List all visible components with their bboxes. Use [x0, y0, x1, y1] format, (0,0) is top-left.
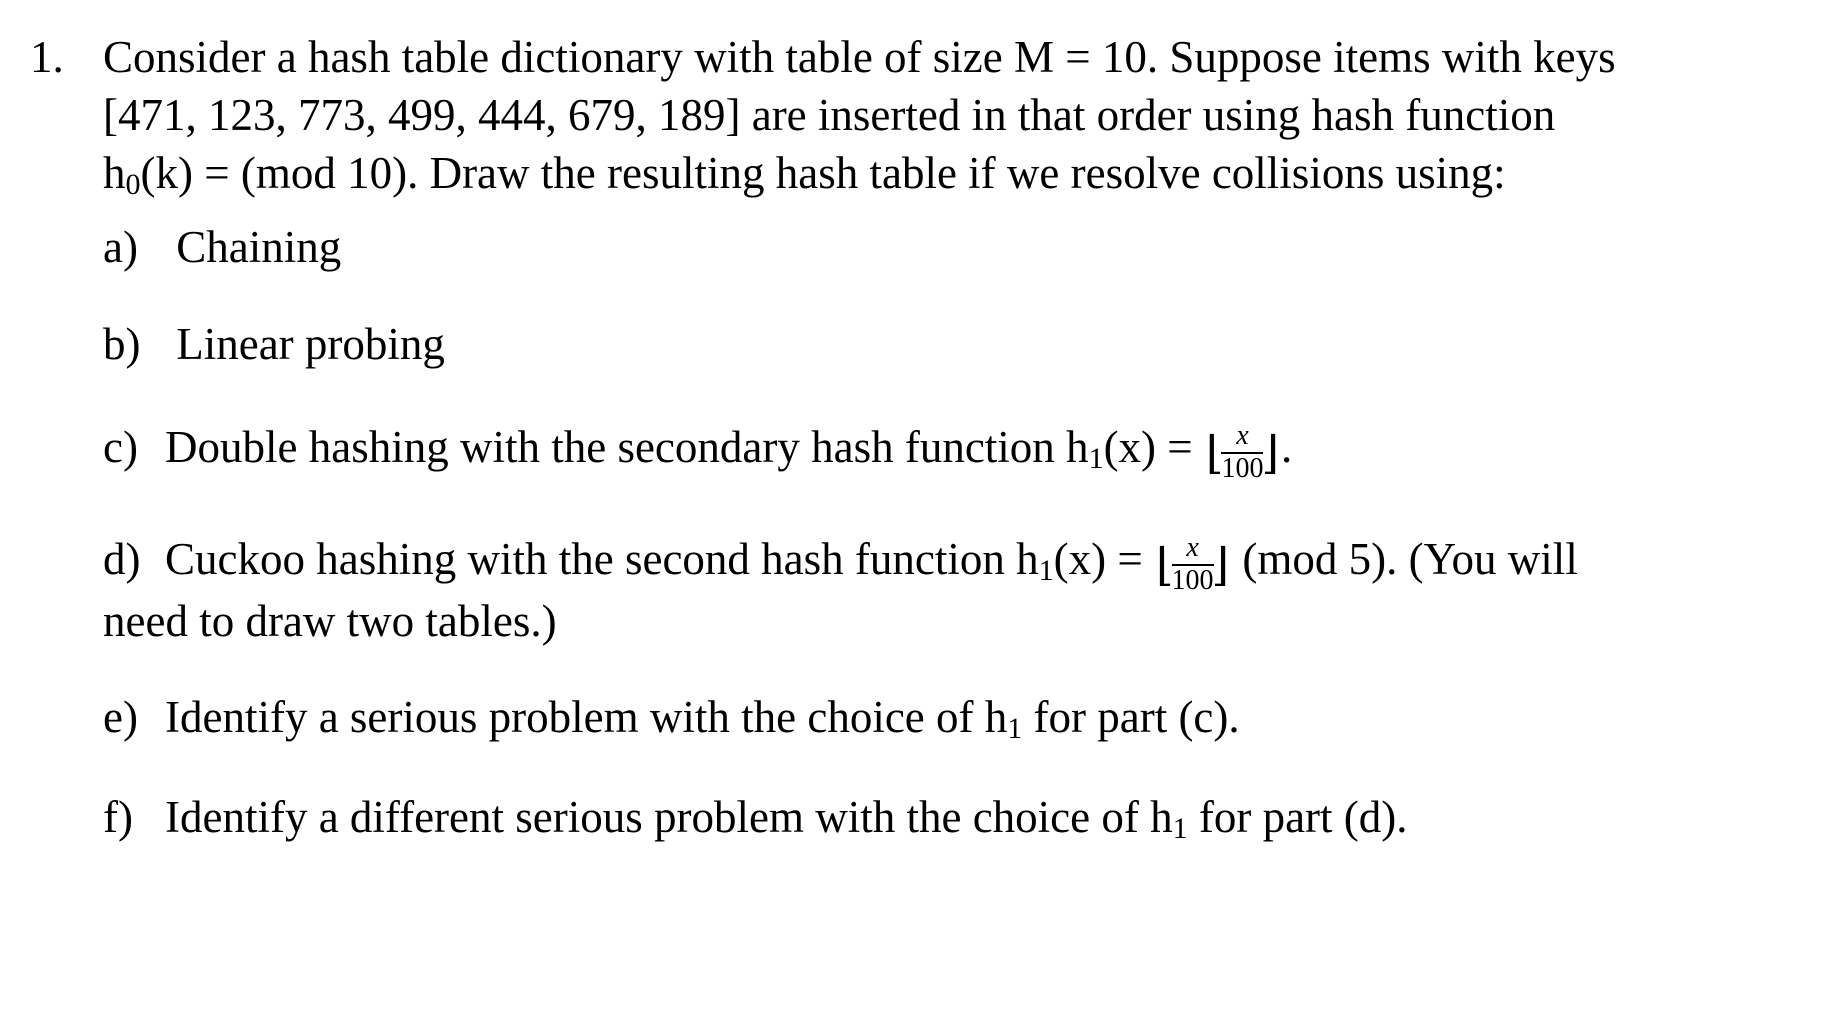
- h0-subscript: 0: [125, 168, 141, 201]
- part-f-subscript: 1: [1172, 812, 1188, 845]
- part-d-label: d): [103, 534, 141, 584]
- floor-fraction: ⌊ $\frac{x}{100}$ ⌋: [1155, 532, 1230, 596]
- part-c-subscript: 1: [1088, 442, 1104, 475]
- stem-line-3: [103, 144, 1803, 202]
- part-e-text-before: Identify a serious problem with the choice of h: [165, 692, 1008, 742]
- fraction-denominator: 100: [1221, 453, 1264, 484]
- question-number: 1.: [30, 32, 64, 82]
- part-e-subscript: 1: [1007, 712, 1023, 745]
- part-d-line-2: need to draw two tables.): [103, 596, 557, 646]
- part-d-text-before: Cuckoo hashing with the second hash function h: [165, 534, 1039, 584]
- part-c-text-mid: (x) =: [1103, 422, 1204, 472]
- part-d-text-mid: (x) =: [1053, 534, 1154, 584]
- part-b-text: Linear probing: [176, 319, 445, 369]
- part-a: [103, 218, 341, 276]
- question-stem: [103, 28, 1803, 202]
- stem-line-3-text: (k) = (mod 10). Draw the resulting hash table if we resolve collisions using:: [140, 148, 1506, 198]
- fraction-denominator: 100: [1171, 565, 1214, 596]
- part-d-text-after: (mod 5). (You will: [1231, 534, 1578, 584]
- part-d-subscript: 1: [1038, 554, 1054, 587]
- part-c-text-after: .: [1281, 422, 1293, 472]
- part-f-label: f): [103, 792, 133, 842]
- part-c-label: c): [103, 422, 138, 472]
- part-c-text-before: Double hashing with the secondary hash function h: [165, 422, 1089, 472]
- part-d: [103, 530, 1578, 596]
- part-f-text-after: for part (d).: [1187, 792, 1408, 842]
- part-e-label: e): [103, 692, 138, 742]
- part-a-label: a): [103, 222, 138, 272]
- part-e: [103, 688, 1240, 746]
- fraction-numerator: x: [1236, 420, 1249, 451]
- part-c: [103, 418, 1292, 484]
- fraction-numerator: x: [1186, 532, 1199, 563]
- h0-symbol: h: [103, 148, 126, 198]
- part-e-text-after: for part (c).: [1022, 692, 1240, 742]
- part-a-text: Chaining: [176, 222, 342, 272]
- part-f: [103, 788, 1408, 846]
- part-b: [103, 315, 445, 373]
- floor-fraction: ⌊ $\frac{x}{100}$ ⌋: [1205, 420, 1280, 484]
- part-b-label: b): [103, 319, 141, 369]
- stem-line-1: Consider a hash table dictionary with table of size M = 10. Suppose items with keys: [103, 32, 1616, 82]
- part-f-text-before: Identify a different serious problem with the choice of h: [165, 792, 1173, 842]
- stem-line-2: [471, 123, 773, 499, 444, 679, 189] are inserted in that order using hash function: [103, 90, 1556, 140]
